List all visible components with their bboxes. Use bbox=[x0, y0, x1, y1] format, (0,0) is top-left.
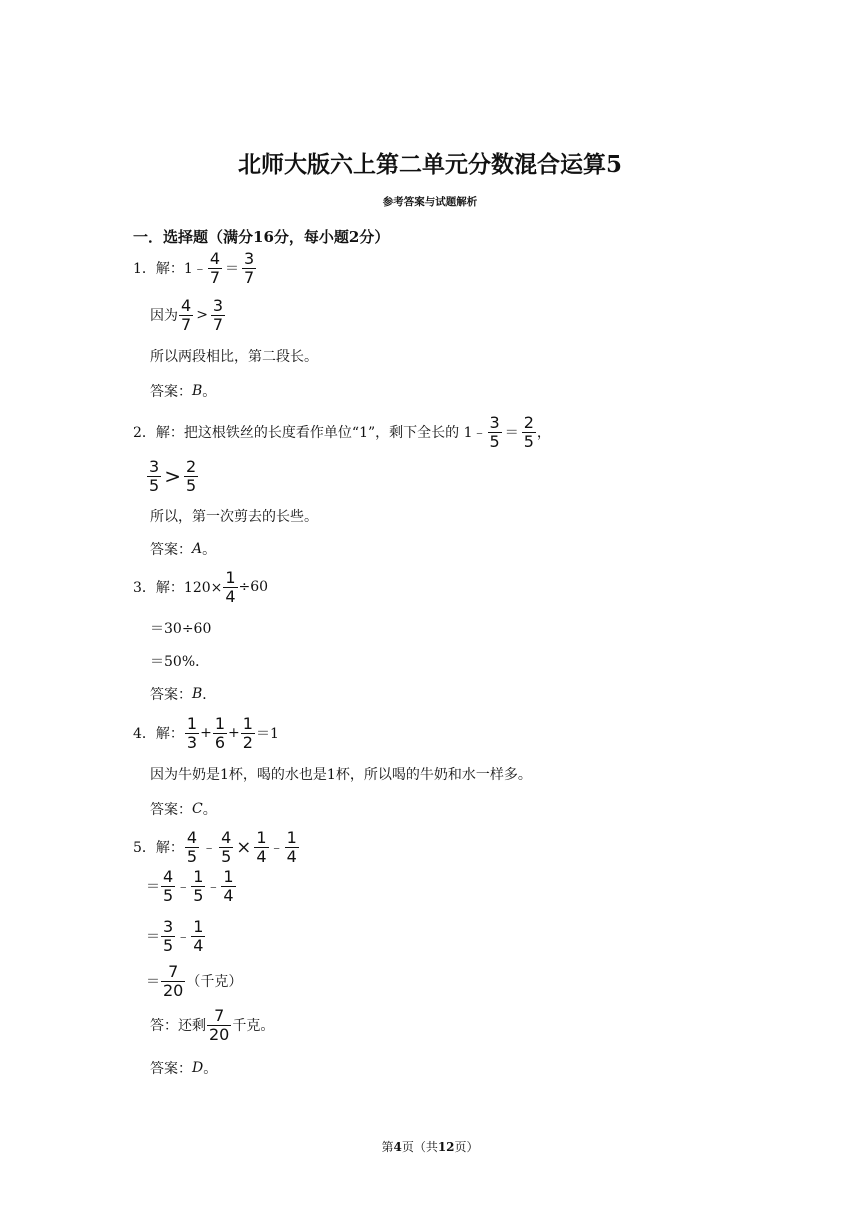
q5-answer: 答案： D 。 bbox=[150, 1060, 218, 1077]
text: 4．解： bbox=[133, 726, 184, 742]
operator: ﹣ bbox=[206, 879, 221, 895]
q4-answer: 答案： C 。 bbox=[150, 801, 217, 818]
q1-line1 bbox=[133, 248, 257, 288]
q5-line4: ＝ $\frac{7}{20}$ （千克） bbox=[146, 961, 243, 1000]
operator: ﹣ bbox=[202, 840, 217, 856]
text: 千克。 bbox=[232, 1018, 275, 1034]
fraction: $\frac{7}{20}$ bbox=[209, 1005, 230, 1044]
text: 3．解：120× bbox=[133, 580, 223, 596]
fraction: $\frac{7}{20}$ bbox=[163, 961, 184, 1000]
q2-line3: 所以，第一次剪去的长些。 bbox=[150, 509, 318, 525]
operator: ＝ bbox=[504, 425, 519, 441]
fraction: $\frac{4}{7}$ bbox=[181, 295, 192, 334]
text: 答：还剩 bbox=[150, 1018, 206, 1034]
q2-line1: 2．解：把这根铁丝的长度看作单位“1”，剩下全长的 1﹣ $\frac{3}{5}$ ＝ $\frac{2}{5}$ ， bbox=[133, 412, 551, 451]
section-heading: 一．选择题（满分16分，每小题2分） bbox=[133, 228, 390, 246]
fraction: $\frac{1}{6}$ bbox=[214, 713, 226, 752]
q2-line2 bbox=[146, 456, 199, 496]
fraction: $\frac{4}{5}$ bbox=[163, 866, 174, 905]
q2-answer: 答案： A 。 bbox=[150, 541, 217, 558]
fraction: $\frac{1}{5}$ bbox=[193, 866, 204, 905]
text: ÷60 bbox=[238, 579, 269, 595]
fraction: $\frac{1}{2}$ bbox=[242, 713, 253, 752]
q5-line3: ＝ $\frac{3}{5}$ ﹣ $\frac{1}{4}$ bbox=[146, 916, 204, 955]
page-number: 4 bbox=[393, 1140, 402, 1154]
operator: ＝ bbox=[225, 261, 240, 277]
fraction: $\frac{2}{5}$ bbox=[523, 412, 534, 451]
fraction: $\frac{1}{4}$ bbox=[286, 827, 297, 866]
q5-line1 bbox=[133, 827, 300, 867]
fraction: $\frac{3}{5}$ bbox=[489, 412, 500, 451]
page-title: 北师大版六上第二单元分数混合运算5 bbox=[237, 151, 622, 178]
operator: > bbox=[196, 307, 208, 323]
text: 2．解：把这根铁丝的长度看作单位“1”，剩下全长的 1﹣ bbox=[133, 425, 487, 441]
fraction: $\frac{1}{4}$ bbox=[225, 567, 236, 606]
operator: > bbox=[164, 464, 181, 488]
page-subtitle: 参考答案与试题解析 bbox=[382, 196, 478, 208]
page-total: 12 bbox=[437, 1140, 455, 1154]
fraction: $\frac{1}{4}$ bbox=[223, 866, 234, 905]
operator: ﹣ bbox=[176, 929, 191, 945]
operator: + bbox=[200, 725, 212, 741]
q1-line2 bbox=[150, 295, 226, 335]
fraction: $\frac{1}{4}$ bbox=[256, 827, 267, 866]
q3-line1 bbox=[133, 567, 268, 607]
operator: ﹣ bbox=[176, 879, 191, 895]
fraction: $\frac{1}{3}$ bbox=[186, 713, 198, 752]
operator: × bbox=[236, 836, 252, 858]
q1-answer: 答案： B 。 bbox=[150, 383, 217, 400]
fraction: $\frac{3}{5}$ bbox=[163, 916, 174, 955]
fraction: $\frac{3}{7}$ bbox=[244, 248, 255, 287]
operator: ﹣ bbox=[269, 840, 284, 856]
q1-line3: 所以两段相比，第二段长。 bbox=[150, 349, 318, 365]
text: （千克） bbox=[186, 974, 243, 990]
q4-line2: 因为牛奶是1杯，喝的水也是1杯，所以喝的牛奶和水一样多。 bbox=[150, 767, 532, 783]
fraction: $\frac{4}{7}$ bbox=[209, 248, 221, 287]
fraction: $\frac{3}{7}$ bbox=[212, 295, 224, 334]
operator: + bbox=[228, 725, 240, 741]
fraction: $\frac{4}{5}$ bbox=[221, 827, 232, 866]
page-footer: 第4页（共12页） bbox=[381, 1140, 479, 1154]
q5-line2: ＝ $\frac{4}{5}$ ﹣ $\frac{1}{5}$ ﹣ $\frac{1}{4}$ bbox=[146, 866, 234, 905]
text: ＝1 bbox=[255, 726, 279, 742]
q4-line1 bbox=[133, 713, 279, 753]
fraction: $\frac{2}{5}$ bbox=[185, 456, 197, 495]
text: 5．解： bbox=[133, 840, 184, 856]
fraction: $\frac{1}{4}$ bbox=[193, 916, 204, 955]
fraction: $\frac{4}{5}$ bbox=[186, 827, 198, 866]
q1-label: 1．解：1﹣ bbox=[133, 261, 207, 277]
q3-line3: ＝50%． bbox=[150, 654, 210, 670]
q3-line2: ＝30÷60 bbox=[150, 621, 212, 637]
text: 因为 bbox=[150, 308, 178, 324]
q3-answer: 答案： B ． bbox=[150, 686, 217, 703]
q5-line5 bbox=[150, 1005, 274, 1045]
fraction: $\frac{3}{5}$ bbox=[149, 456, 160, 495]
